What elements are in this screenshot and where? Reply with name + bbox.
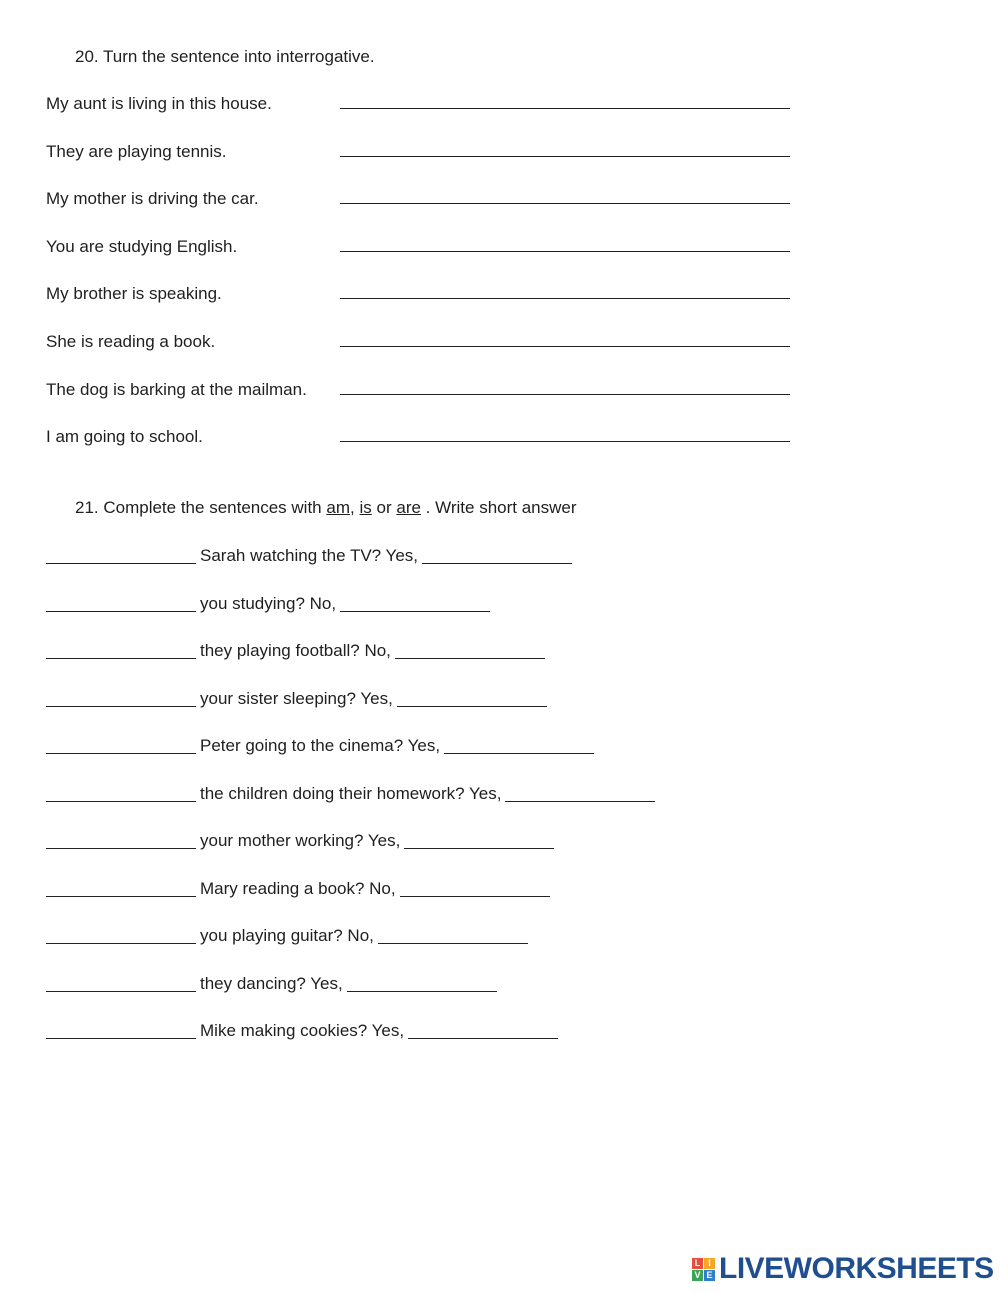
source-sentence: The dog is barking at the mailman. [46, 379, 307, 399]
logo-text: LIVEWORKSHEETS [719, 1252, 994, 1285]
question-text: Sarah watching the TV? Yes, [200, 546, 419, 565]
question-text: Mary reading a book? No, [200, 878, 396, 898]
verb-blank[interactable] [46, 549, 196, 564]
source-sentence: My aunt is living in this house. [46, 94, 272, 113]
heading-prefix: 21. Complete the sentences with [75, 498, 322, 517]
answer-line[interactable] [340, 108, 790, 109]
answer-line[interactable] [340, 346, 790, 347]
verb-blank[interactable] [46, 929, 196, 944]
logo-badge-cell: E [704, 1270, 715, 1281]
answer-line[interactable] [340, 156, 790, 157]
short-answer-blank[interactable] [404, 834, 554, 849]
short-answer-row [46, 689, 547, 713]
source-sentence: They are playing tennis. [46, 141, 227, 161]
short-answer-row [46, 926, 528, 950]
word-is: is [359, 498, 372, 517]
answer-line[interactable] [340, 298, 790, 299]
heading-separator: , [350, 498, 355, 517]
word-are: are [396, 498, 421, 517]
short-answer-blank[interactable] [422, 549, 572, 564]
answer-line[interactable] [340, 203, 790, 204]
source-sentence: My mother is driving the car. [46, 189, 259, 209]
question-text: your mother working? Yes, [200, 831, 401, 850]
source-sentence: I am going to school. [46, 427, 203, 447]
verb-blank[interactable] [46, 882, 196, 897]
source-sentence: My brother is speaking. [46, 284, 222, 304]
short-answer-blank[interactable] [400, 882, 550, 897]
logo-badge-cell: L [692, 1258, 703, 1269]
interrogative-row [46, 189, 806, 213]
question-text: Mike making cookies? Yes, [200, 1021, 405, 1040]
verb-blank[interactable] [46, 644, 196, 659]
section-21-heading [75, 498, 577, 518]
section-20-heading: 20. Turn the sentence into interrogative. [75, 47, 375, 66]
heading-suffix: . Write short answer [425, 498, 577, 517]
question-text: the children doing their homework? Yes, [200, 783, 502, 803]
short-answer-row [46, 784, 655, 808]
short-answer-row [46, 974, 497, 998]
source-sentence: She is reading a book. [46, 332, 216, 351]
short-answer-row [46, 736, 594, 760]
interrogative-row [46, 284, 806, 308]
short-answer-blank[interactable] [444, 739, 594, 754]
verb-blank[interactable] [46, 739, 196, 754]
answer-line[interactable] [340, 251, 790, 252]
question-text: your sister sleeping? Yes, [200, 688, 393, 708]
verb-blank[interactable] [46, 692, 196, 707]
short-answer-blank[interactable] [378, 929, 528, 944]
short-answer-blank[interactable] [340, 597, 490, 612]
question-text: you playing guitar? No, [200, 926, 374, 945]
word-am: am [326, 498, 351, 517]
source-sentence: You are studying English. [46, 236, 238, 256]
question-text: they playing football? No, [200, 641, 391, 660]
short-answer-row [46, 546, 572, 570]
short-answer-blank[interactable] [505, 787, 655, 802]
answer-line[interactable] [340, 394, 790, 395]
interrogative-row [46, 237, 806, 261]
question-text: you studying? No, [200, 593, 337, 613]
verb-blank[interactable] [46, 977, 196, 992]
short-answer-row [46, 831, 554, 855]
short-answer-row [46, 594, 490, 618]
short-answer-blank[interactable] [347, 977, 497, 992]
verb-blank[interactable] [46, 787, 196, 802]
liveworksheets-logo [692, 1254, 994, 1284]
interrogative-row [46, 427, 806, 451]
short-answer-row [46, 1021, 558, 1045]
short-answer-blank[interactable] [397, 692, 547, 707]
verb-blank[interactable] [46, 834, 196, 849]
answer-line[interactable] [340, 441, 790, 442]
interrogative-row [46, 142, 806, 166]
short-answer-blank[interactable] [408, 1024, 558, 1039]
logo-badge-cell: V [692, 1270, 703, 1281]
word-or: or [376, 498, 392, 517]
interrogative-row [46, 380, 806, 404]
verb-blank[interactable] [46, 1024, 196, 1039]
interrogative-row [46, 332, 806, 356]
logo-badge-icon [692, 1258, 715, 1281]
verb-blank[interactable] [46, 597, 196, 612]
short-answer-blank[interactable] [395, 644, 545, 659]
question-text: they dancing? Yes, [200, 973, 343, 993]
question-text: Peter going to the cinema? Yes, [200, 736, 441, 755]
short-answer-row [46, 879, 550, 903]
interrogative-row [46, 94, 806, 118]
logo-badge-cell: I [704, 1258, 715, 1269]
short-answer-row [46, 641, 545, 665]
